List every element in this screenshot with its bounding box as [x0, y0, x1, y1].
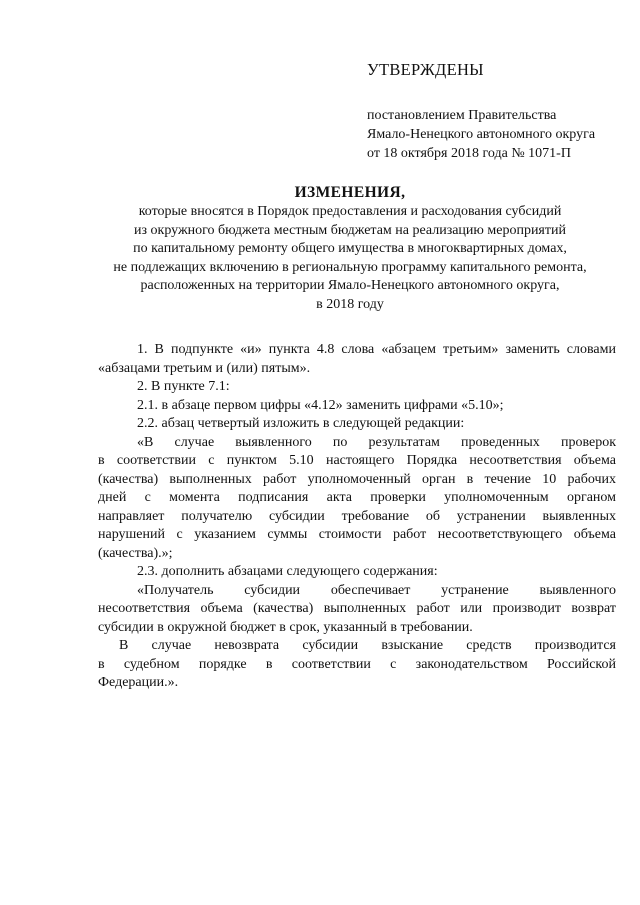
body-line: 1. В подпункте «и» пункта 4.8 слова «абзацем третьим» заменить словами: [137, 342, 616, 357]
approval-heading: УТВЕРЖДЕНЫ: [367, 60, 484, 79]
body-line: 2.3. дополнить абзацами следующего содержания:: [137, 564, 438, 579]
body-line: «абзацами третьим и (или) пятым».: [98, 360, 311, 376]
title-line: по капитальному ремонту общего имущества в многоквартирных домах,: [133, 241, 567, 256]
approval-block: [367, 60, 627, 163]
title-line: которые вносятся в Порядок предоставления и расходования субсидий: [138, 204, 562, 219]
body-line: «Получатель субсидии обеспечивает устранение выявленного: [137, 582, 616, 598]
title-line: не подлежащих включению в региональную программу капитального ремонта,: [113, 259, 587, 275]
title-line: в 2018 году: [316, 296, 384, 312]
title-line: расположенных на территории Ямало-Ненецкого автономного округа,: [140, 278, 560, 293]
body-line: несоответствия объема (качества) выполненных работ или производит возврат: [98, 601, 616, 616]
document-body: [98, 341, 616, 693]
body-line: субсидии в окружной бюджет в срок, указанный в требовании.: [98, 619, 473, 635]
body-line: 2.1. в абзаце первом цифры «4.12» заменить цифрами «5.10»;: [137, 397, 504, 413]
body-line: «В случае выявленного по результатам проведенных проверок: [137, 434, 616, 450]
body-line: в судебном порядке в соответствии с законодательством Российской: [98, 656, 616, 672]
body-line: 2.2. абзац четвертый изложить в следующей редакции:: [137, 416, 465, 431]
body-line: дней с момента подписания акта проверки уполномоченным органом: [98, 490, 616, 505]
body-line: нарушений с указанием суммы стоимости работ несоответствующего объема: [98, 527, 616, 542]
title-main: ИЗМЕНЕНИЯ,: [294, 184, 406, 201]
approval-line: постановлением Правительства: [367, 108, 557, 123]
body-line: (качества) выполненных работ уполномоченный орган в течение 10 рабочих: [98, 471, 616, 487]
body-line: направляет получателю субсидии требование об устранении выявленных: [98, 508, 616, 524]
body-line: (качества).»;: [98, 545, 173, 561]
document-title: [60, 182, 640, 314]
body-line: В случае невозврата субсидии взыскание средств производится: [119, 638, 616, 653]
body-line: Федерации.».: [98, 675, 179, 690]
body-line: 2. В пункте 7.1:: [137, 379, 230, 394]
title-line: из окружного бюджета местным бюджетам на реализацию мероприятий: [134, 222, 566, 238]
body-line: в соответствии с пунктом 5.10 настоящего Порядка несоответствия объема: [98, 453, 616, 468]
approval-line: от 18 октября 2018 года № 1071-П: [367, 146, 571, 161]
approval-line: Ямало-Ненецкого автономного округа: [367, 127, 596, 142]
